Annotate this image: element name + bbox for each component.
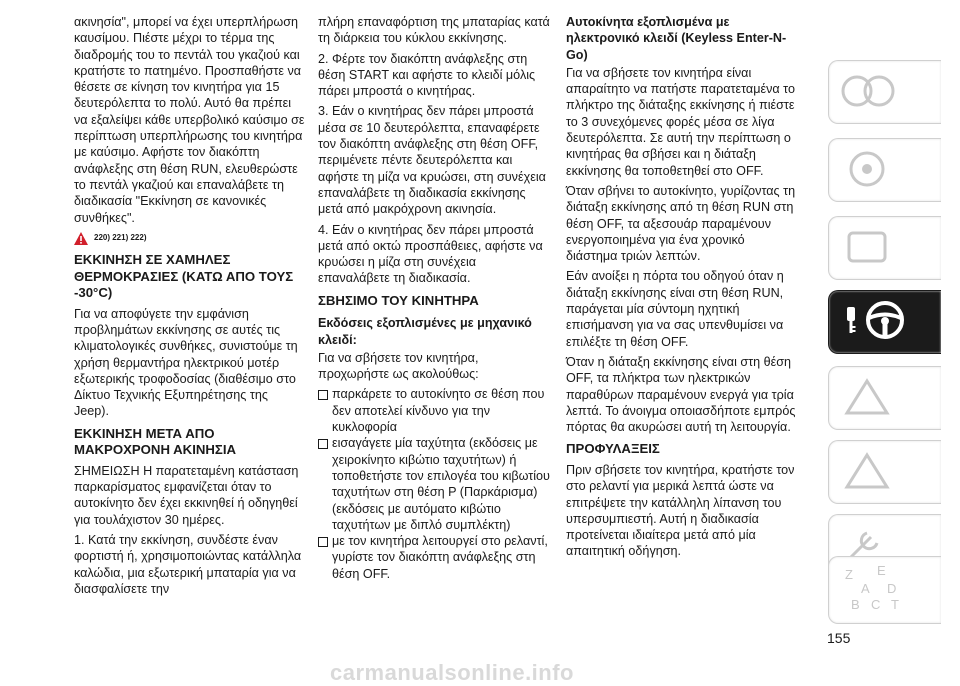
paragraph-flooded: ακινησία", μπορεί να έχει υπερπλήρωση καυσίμου. Πιέστε μέχρι το τέρμα της διαδρομής του το πεντάλ του γκαζιού και κρατήστε το πατημένο. Προσπαθήστε να θέσετε σε κίνηση τον κινητήρα για 15 δευτερόλεπτα το πολύ. Αυτό θα πρέπει να εξαλείψει κάθε υπερβολικό καύσιμο σε περίπτωση υπερπλήρωσης του κινητήρα με καύσιμο. Αφήστε τον διακόπτη ανάφλεξης στη θέση RUN, ελευθερώστε το πεντάλ γκαζιού και επαναλάβετε τη διαδικασία "Εκκίνηση σε κανονικές συνθήκες". — [74, 15, 305, 225]
alphabet-index-icon — [839, 563, 909, 615]
list-item — [318, 435, 550, 533]
paragraph-long-idle-note: ΣΗΜΕΙΩΣΗ Η παρατεταμένη κατάσταση παρκαρίσματος εμφανίζεται όταν το αυτοκίνητο δεν έχει εκκινηθεί ή οδηγηθεί για τουλάχιστον 30 ημέρες. — [74, 463, 299, 527]
column-3 — [566, 14, 798, 564]
paragraph-keyless-2: Όταν σβήνει το αυτοκίνητο, γυρίζοντας τη διάταξη εκκίνησης από τη θέση RUN στη θέση OFF, τα αξεσουάρ παραμένουν ενεργοποιημένα για ένα χρονικό διάστημα τριών λεπτών. — [566, 183, 796, 264]
warning-ref-numbers: 220) 221) 222) — [94, 232, 147, 242]
bullet-text: εισαγάγετε μία ταχύτητα (εκδόσεις με χειροκίνητο κιβώτιο ταχυτήτων) ή τοποθετήστε τον επιλογέα του κιβωτίου ταχυτήτων στη θέση P (Παρκάρισμα) (εκδόσεις με αυτόματο κιβώτιο ταχυτήτων με διπλό συμπλέκτη) — [332, 436, 550, 532]
svg-text:B: B — [851, 597, 860, 612]
warning-lights-icon — [837, 375, 897, 419]
safety-icon — [837, 147, 897, 191]
warning-triangle-icon — [74, 232, 88, 245]
footer-watermark: carmanualsonline.info — [330, 660, 574, 685]
paragraph-step-4: 4. Εάν ο κινητήρας δεν πάρει μπροστά μετά από οκτώ προσπάθειες, αφήστε να κρυώσει η μίζα στη συνέχεια επαναλάβετε τη διαδικασία. — [318, 222, 543, 286]
chapter-tab-warning-lights[interactable] — [828, 366, 941, 430]
chapter-tab-index[interactable] — [828, 556, 941, 624]
svg-text:A: A — [861, 581, 870, 596]
bullet-square-icon — [318, 537, 328, 547]
paragraph-keyless-3: Εάν ανοίξει η πόρτα του οδηγού όταν η διάταξη εκκίνησης είναι στη θέση RUN, παράγεται μία σύντομη ηχητική επισήμανση για να σας υπενθυμίσει να επιλέξτε τη θέση OFF. — [566, 269, 784, 349]
heading-precautions: ΠΡΟΦΥΛΑΞΕΙΣ — [566, 441, 660, 457]
paragraph-step-1-cont: πλήρη επαναφόρτιση της μπαταρίας κατά τη διάρκεια του κύκλου εκκίνησης. — [318, 15, 550, 46]
paragraph-stop-intro: Για να σβήσετε τον κινητήρα, προχωρήστε ως ακολούθως: — [318, 350, 479, 382]
bullet-square-icon — [318, 390, 328, 400]
bullet-text: παρκάρετε το αυτοκίνητο σε θέση που δεν αποτελεί κίνδυνο για την κυκλοφορία — [332, 387, 545, 435]
chapter-tab-controls[interactable] — [828, 216, 941, 280]
subheading-mechanical-key: Εκδόσεις εξοπλισμένες με μηχανικό κλειδί: — [318, 316, 532, 347]
svg-text:T: T — [891, 597, 899, 612]
chapter-tab-dashboard[interactable] — [828, 60, 941, 124]
paragraph-cold-start: Για να αποφύγετε την εμφάνιση προβλημάτων εκκίνησης σε αυτές τις κλιματολογικές συνθήκες, συνιστούμε τη χρήση θερμαντήρα ηλεκτρικού μοτέρ εξωτερικής τροφοδοσίας (διαθέσιμο στο Δίκτυο Τεχνικής Εξυπηρέτησης της Jeep). — [74, 306, 298, 419]
column-1 — [74, 14, 306, 601]
chapter-tab-emergency[interactable] — [828, 440, 941, 504]
heading-cold-start: ΕΚΚΙΝΗΣΗ ΣΕ ΧΑΜΗΛΕΣ ΘΕΡΜΟΚΡΑΣΙΕΣ (ΚΑΤΩ ΑΠΟ ΤΟΥΣ -30°C) — [74, 252, 294, 301]
list-item — [318, 533, 550, 582]
paragraph-step-1: 1. Κατά την εκκίνηση, συνδέστε έναν φορτιστή ή, χρησιμοποιώντας κατάλληλα καλώδια, μια εξωτερική μπαταρία για να διασφαλίσετε την — [74, 532, 302, 596]
bullet-text: με τον κινητήρα λειτουργεί στο ρελαντί, γυρίστε τον διακόπτη ανάφλεξης στη θέση OFF. — [332, 534, 548, 581]
list-item — [318, 386, 550, 435]
heading-long-idle: ΕΚΚΙΝΗΣΗ ΜΕΤΑ ΑΠΟ ΜΑΚΡΟΧΡΟΝΗ ΑΚΙΝΗΣΙΑ — [74, 425, 237, 458]
key-steering-wheel-icon — [841, 297, 921, 343]
column-2 — [318, 14, 550, 582]
controls-icon — [837, 225, 897, 269]
svg-text:Z: Z — [845, 567, 853, 582]
paragraph-keyless-4: Όταν η διάταξη εκκίνησης είναι στη θέση OFF, τα πλήκτρα των ηλεκτρικών παραθύρων παραμένουν ενεργά για τρία λεπτά. Το άνοιγμα οποιασδήποτε εμπρός πόρτας θα ακυρώσει αυτή τη λειτουργία. — [566, 354, 796, 435]
dashboard-icon — [837, 69, 897, 113]
chapter-tab-safety[interactable] — [828, 138, 941, 202]
emergency-icon — [837, 449, 897, 493]
bullet-square-icon — [318, 439, 328, 449]
svg-text:E: E — [877, 563, 886, 578]
paragraph-step-3: 3. Εάν ο κινητήρας δεν πάρει μπροστά μέσα σε 10 δευτερόλεπτα, επαναφέρετε τον διακόπτη ανάφλεξης στη θέση OFF, περιμένετε πέντε δευτερόλεπτα και αφήστε τη μίζα να κρυώσει, στη συνέχεια επαναλάβετε τη διαδικασία εκκίνησης μετά από μακρόχρονη ακινησία. — [318, 104, 546, 217]
page-number: 155 — [827, 630, 851, 646]
heading-engine-stop: ΣΒΗΣΙΜΟ ΤΟΥ ΚΙΝΗΤΗΡΑ — [318, 292, 479, 308]
svg-text:C: C — [871, 597, 881, 612]
paragraph-precautions: Πριν σβήσετε τον κινητήρα, κρατήστε τον στο ρελαντί για μερικά λεπτά ώστε να επιτρέψετε την κατάλληλη λίπανση του υπερσυμπιεστή. Αυτή η διαδικασία προτείνεται ιδιαίτερα μετά από μία απαιτητική οδήγηση. — [566, 462, 795, 559]
warning-refs — [74, 230, 306, 246]
chapter-tab-starting-driving[interactable] — [828, 290, 941, 354]
svg-text:D: D — [887, 581, 897, 596]
subheading-keyless: Αυτοκίνητα εξοπλισμένα με ηλεκτρονικό κλειδί (Keyless Enter-N-Go) — [566, 15, 787, 62]
paragraph-step-2: 2. Φέρτε τον διακόπτη ανάφλεξης στη θέση START και αφήστε το κλειδί μόλις πάρει μπροστά ο κινητήρας. — [318, 51, 536, 99]
paragraph-keyless-1: Για να σβήσετε τον κινητήρα είναι απαραίτητο να πατήστε παρατεταμένα το πλήκτρο της διάταξης εκκίνησης ή πιέστε το 3 συνεχόμενες φορές μέσα σε λίγα δευτερόλεπτα. Σε αυτή την περίπτωση ο κινητήρας θα σβήσει και η διάταξη εκκίνησης θα τοποθετηθεί στο OFF. — [566, 65, 795, 178]
